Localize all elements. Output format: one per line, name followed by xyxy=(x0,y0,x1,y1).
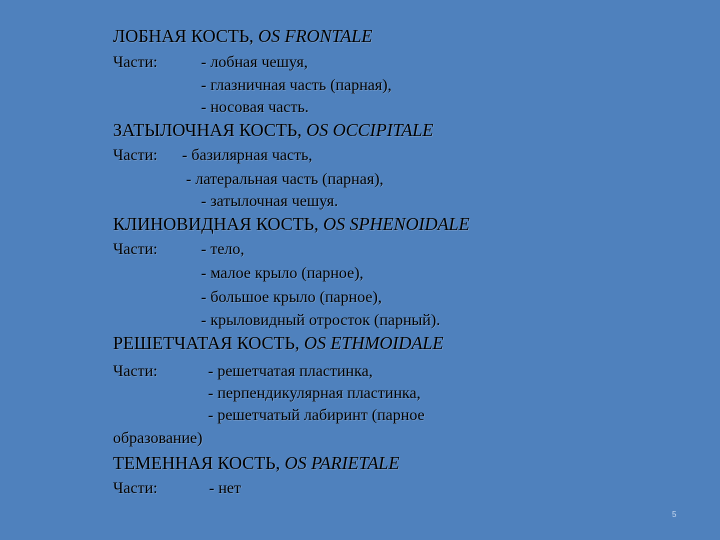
part-item: - решетчатая пластинка, xyxy=(208,363,373,380)
part-item: - крыловидный отросток (парный). xyxy=(201,312,441,329)
part-item: - лобная чешуя, xyxy=(201,54,308,71)
parts-label: Части: xyxy=(113,480,158,497)
section-heading-frontal xyxy=(113,25,372,47)
parts-label: Части: xyxy=(113,363,158,380)
section-heading-sphenoid xyxy=(113,213,470,235)
heading-latin: OS FRONTALE xyxy=(258,26,373,46)
heading-ru: РЕШЕТЧАТАЯ КОСТЬ, xyxy=(113,333,300,353)
heading-latin: OS PARIETALE xyxy=(284,453,400,473)
part-item: образование) xyxy=(113,430,203,447)
part-item: - решетчатый лабиринт (парное xyxy=(208,407,425,424)
heading-ru: КЛИНОВИДНАЯ КОСТЬ, xyxy=(113,214,319,234)
heading-latin: OS SPHENOIDALE xyxy=(323,214,470,234)
section-heading-occipital xyxy=(113,119,433,141)
part-item: - глазничная часть (парная), xyxy=(201,77,392,94)
section-heading-parietal xyxy=(113,452,399,474)
part-item: - большое крыло (парное), xyxy=(201,289,382,306)
part-item: - перпендикулярная пластинка, xyxy=(208,385,421,402)
part-item: - латеральная часть (парная), xyxy=(186,171,384,188)
heading-latin: OS ETHMOIDALE xyxy=(304,333,444,353)
heading-ru: ЛОБНАЯ КОСТЬ, xyxy=(113,26,254,46)
part-item: - нет xyxy=(209,480,241,497)
heading-ru: ЗАТЫЛОЧНАЯ КОСТЬ, xyxy=(113,120,302,140)
parts-label: Части: xyxy=(113,241,158,258)
parts-label: Части: xyxy=(113,147,158,164)
heading-ru: ТЕМЕННАЯ КОСТЬ, xyxy=(113,453,281,473)
section-heading-ethmoid xyxy=(113,332,444,354)
part-item: - затылочная чешуя. xyxy=(201,193,339,210)
heading-latin: OS OCCIPITALE xyxy=(306,120,434,140)
part-item: - носовая часть. xyxy=(201,99,309,116)
part-item: - малое крыло (парное), xyxy=(201,265,364,282)
part-item: - тело, xyxy=(201,241,245,258)
parts-label: Части: xyxy=(113,54,158,71)
page-number: 5 xyxy=(672,510,677,519)
part-item: - базилярная часть, xyxy=(182,147,313,164)
